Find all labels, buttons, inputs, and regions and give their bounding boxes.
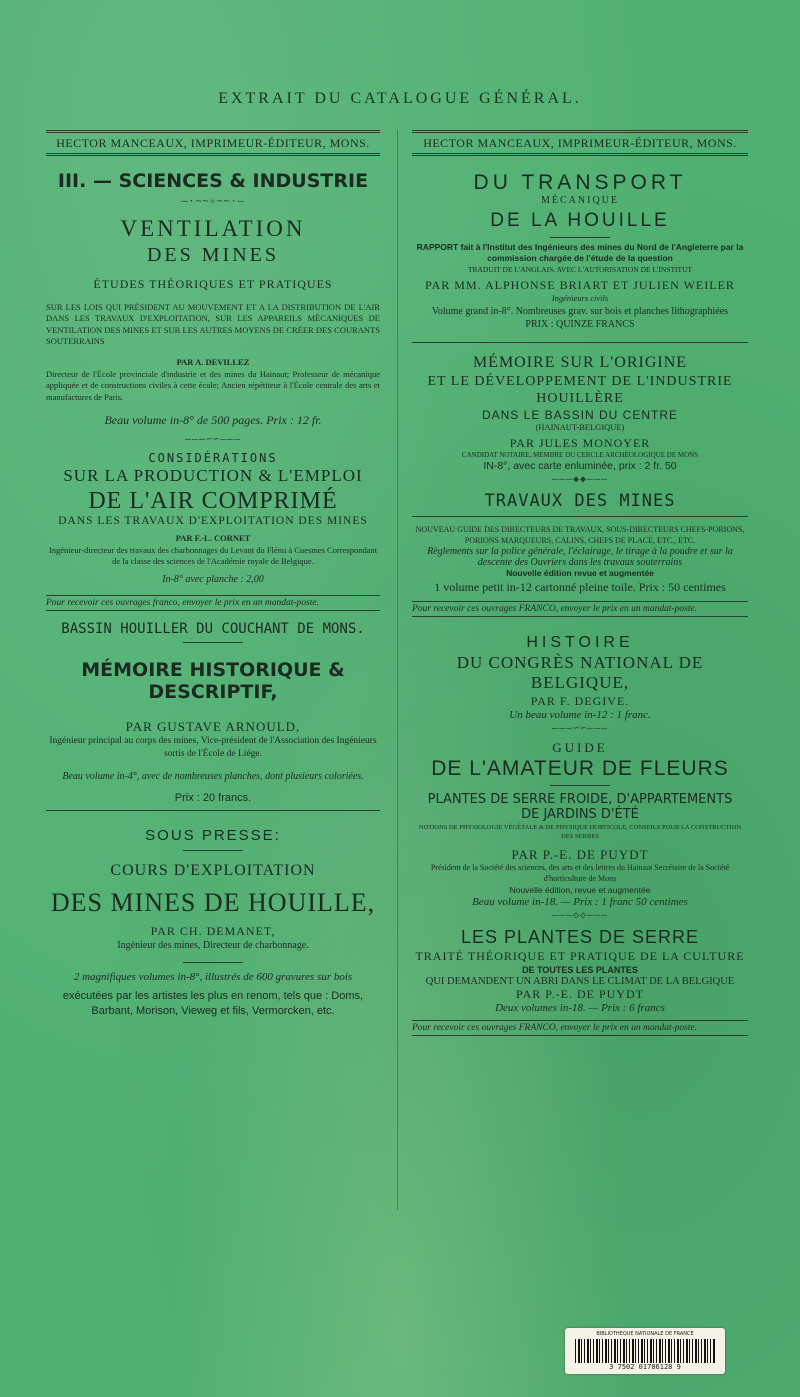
book-author: PAR F. DEGIVE. (530, 693, 630, 708)
book-author: PAR JULES MONOYER (509, 435, 651, 450)
order-note: Pour recevoir ces ouvrages FRANCO, envoyer le prix en un mandat-poste. (412, 601, 748, 617)
book-price: Beau volume in-8° de 500 pages. Prix : 12 fr. (104, 413, 322, 428)
divider (412, 516, 748, 517)
book-price: Prix : 20 francs. (174, 791, 252, 804)
book-title: DE TOUTES LES PLANTES (522, 965, 638, 976)
barcode-icon (575, 1339, 715, 1363)
column-divider (397, 130, 398, 1210)
author-bio: Ingénieur principal au corps des mines, Vice-président de l'Association des Ingénieurs sortis de l'École de Liége. (49, 736, 377, 760)
book-description: TRADUIT DE L'ANGLAIS, AVEC L'AUTORISATION DE L'INSTITUT (467, 264, 693, 274)
book-cours-exploitation (46, 861, 380, 1019)
book-price: IN-8°, avec carte enluminée, prix : 2 fr. 50 (483, 460, 677, 473)
book-author: PAR P.-E. DE PUYDT (516, 987, 644, 1002)
book-price: Beau volume in-18. — Prix : 1 franc 50 centimes (472, 896, 688, 909)
divider (183, 962, 243, 963)
book-title: (HAINAUT-BELGIQUE) (535, 421, 625, 432)
right-column (412, 130, 748, 1046)
book-title: LES PLANTES DE SERRE (460, 927, 700, 948)
book-title: DE L'AMATEUR DE FLEURS (431, 756, 729, 780)
book-histoire-congres (412, 633, 748, 734)
book-description: exécutées par les artistes les plus en renom, tels que : Doms, Barbant, Morison, Vieweg et fils, Vermorcken, etc. (62, 990, 364, 1018)
book-description: SUR LES LOIS QUI PRÉSIDENT AU MOUVEMENT ET A LA DISTRIBUTION DE L'AIR DANS LES TRAVAUX D'EXPLOITATION, SUR LES APPAREILS MÉCANIQUES DE VENTILATION DES MINES ET SUR LES AUTRES MOYENS DE CRÉER DES COURANTS SOUTERRAINS (46, 301, 380, 346)
book-title: DE LA HOUILLE (490, 210, 670, 232)
book-title: MÉCANIQUE (541, 195, 619, 207)
book-title: VENTILATION (120, 216, 306, 241)
book-price: Volume grand in-8°. Nombreuses grav. sur bois et planches lithographiées (431, 305, 729, 317)
book-price: Deux volumes in-18. — Prix : 6 francs (495, 1002, 665, 1015)
author-role: Ingénieurs civils (551, 293, 609, 304)
book-title: DE L'AIR COMPRIMÉ (88, 487, 338, 514)
book-memoire-origine (412, 353, 748, 486)
ornament: ———◆◆——— (551, 474, 609, 486)
author-bio: CANDIDAT NOTAIRE, MEMBRE DU CERCLE ARCHÉOLOGIQUE DE MONS (461, 450, 699, 459)
divider (46, 810, 380, 811)
book-description: NOUVEAU GUIDE DES DIRECTEURS DE TRAVAUX, SOUS-DIRECTEURS CHEFS-PORIONS, PORIONS MARQUEURS, CALINS, CHEFS DE PLACE, ETC., ETC. (415, 524, 745, 545)
ornament: ———∽∽——— (184, 434, 242, 446)
book-travaux-mines (412, 491, 748, 594)
barcode-label: BIBLIOTHEQUE NATIONALE DE FRANCE (596, 1331, 694, 1337)
section-title: III. — SCIENCES & INDUSTRIE (57, 170, 369, 192)
book-subtitle: ÉTUDES THÉORIQUES ET PRATIQUES (93, 276, 333, 291)
ornament: —·~~✧~~·— (181, 196, 245, 207)
sous-presse-heading: SOUS PRESSE: (145, 826, 281, 844)
publisher-bar: HECTOR MANCEAUX, IMPRIMEUR-ÉDITEUR, MONS. (46, 130, 380, 156)
book-description: Beau volume in-4°, avec de nombreuses planches, dont plusieurs coloriées. (62, 770, 364, 782)
book-title: HISTOIRE (526, 633, 634, 651)
book-title: MÉMOIRE HISTORIQUE & DESCRIPTIF, (81, 659, 345, 704)
library-barcode-label (565, 1328, 725, 1374)
book-title: DE JARDINS D'ÉTÉ (521, 806, 639, 822)
book-title: DANS LE BASSIN DU CENTRE (481, 407, 679, 422)
book-title: DES MINES DE HOUILLE, (50, 887, 376, 917)
book-price: In-8° avec planche : 2,00 (162, 573, 264, 585)
book-title: DANS LES TRAVAUX D'EXPLOITATION DES MINES (58, 515, 368, 528)
book-title: DU TRANSPORT (473, 171, 687, 194)
book-author: PAR CH. DEMANET, (150, 923, 276, 938)
ornament: ———◇◇——— (551, 910, 609, 922)
author-bio: Ingénieur-directeur des travaux des charbonnages du Levant du Flénu à Cuesmes Correspondant de la classe des sciences de l'Académie royale de Belgique. (48, 544, 378, 567)
book-title: MÉMOIRE SUR L'ORIGINE (472, 353, 688, 371)
page-header: EXTRAIT DU CATALOGUE GÉNÉRAL. (218, 90, 582, 107)
book-description: NOTIONS DE PHYSIOLOGIE VÉGÉTALE & DE PHYSIQUE HORTICOLE, CONSEILS POUR LA CONSTRUCTION DES SERRES (418, 823, 742, 840)
publisher-bar: HECTOR MANCEAUX, IMPRIMEUR-ÉDITEUR, MONS. (412, 130, 748, 156)
divider (183, 642, 243, 643)
order-note: Pour recevoir ces ouvrages franco, envoyer le prix en un mandat-poste. (46, 595, 380, 611)
book-title: SUR LA PRODUCTION & L'EMPLOI (63, 466, 363, 486)
book-title: DU CONGRÈS NATIONAL DE BELGIQUE, (456, 652, 704, 693)
divider (183, 850, 243, 851)
left-column (46, 130, 380, 1019)
book-title: GUIDE (552, 739, 608, 755)
book-description: Règlements sur la police générale, l'éclairage, le tirage à la poudre et sur la descente des Ouvriers dans les travaux souterrains (427, 546, 733, 569)
book-edition: Nouvelle édition revue et augmentée (506, 568, 654, 579)
book-author: PAR P.-E. DE PUYDT (511, 847, 649, 863)
book-title: TRAVAUX DES MINES (484, 491, 676, 512)
book-price: 1 volume petit in-12 cartonné pleine toile. Prix : 50 centimes (434, 579, 726, 594)
book-price: PRIX : QUINZE FRANCS (525, 319, 635, 331)
author-bio: Directeur de l'École provinciale d'industrie et des mines du Hainaut; Professeur de mécanique appliquée et de constructions civiles à cette école; Ancien répétiteur à l'École centrale des arts et manufactures de Paris. (46, 368, 380, 402)
book-air-comprime (46, 451, 380, 584)
divider (412, 342, 748, 343)
divider (550, 237, 610, 238)
book-transport-houille (412, 170, 748, 343)
book-author: PAR A. DEVILLEZ (176, 357, 250, 368)
book-title: DES MINES (146, 243, 279, 266)
book-title: CONSIDÉRATIONS (148, 451, 278, 466)
book-plantes-serre (412, 927, 748, 1014)
book-memoire-historique (46, 621, 380, 811)
author-bio: Ingénieur des mines, Directeur de charbonnage. (117, 939, 309, 951)
book-title: ET LE DÉVELOPPEMENT DE L'INDUSTRIE HOUILLÈRE (427, 373, 733, 407)
divider (550, 785, 610, 786)
book-title: COURS D'EXPLOITATION (110, 861, 316, 879)
book-title: TRAITÉ THÉORIQUE ET PRATIQUE DE LA CULTURE (415, 949, 745, 964)
ornament: ———∽∽——— (551, 722, 609, 734)
book-edition: Nouvelle édition, revue et augmentée (509, 884, 651, 895)
book-author: PAR F.-L. CORNET (175, 533, 251, 544)
book-ventilation (46, 215, 380, 445)
book-guide-fleurs (412, 740, 748, 922)
book-description: 2 magnifiques volumes in-8°, illustrés de 600 gravures sur bois (73, 971, 353, 984)
author-bio: Président de la Société des sciences, des arts et des lettres du Hainaut Secrétaire de la Société d'horticulture de Mons (430, 863, 730, 884)
book-author: PAR GUSTAVE ARNOULD, (125, 719, 301, 735)
book-title: BASSIN HOUILLER DU COUCHANT DE MONS. (61, 620, 365, 637)
barcode-number: 3 7502 01786128 9 (609, 1363, 681, 1371)
book-price: Un beau volume in-12 : 1 franc. (509, 708, 651, 721)
order-note: Pour recevoir ces ouvrages FRANCO, envoyer le prix en un mandat-poste. (412, 1020, 748, 1036)
book-author: PAR MM. ALPHONSE BRIART ET JULIEN WEILER (425, 278, 735, 293)
book-title: PLANTES DE SERRE FROIDE, D'APPARTEMENTS (427, 791, 733, 807)
book-title: QUI DEMANDENT UN ABRI DANS LE CLIMAT DE LA BELGIQUE (425, 976, 735, 988)
book-description: RAPPORT fait à l'Institut des Ingénieurs des mines du Nord de l'Angleterre par la commission chargée de l'étude de la question (416, 241, 744, 264)
